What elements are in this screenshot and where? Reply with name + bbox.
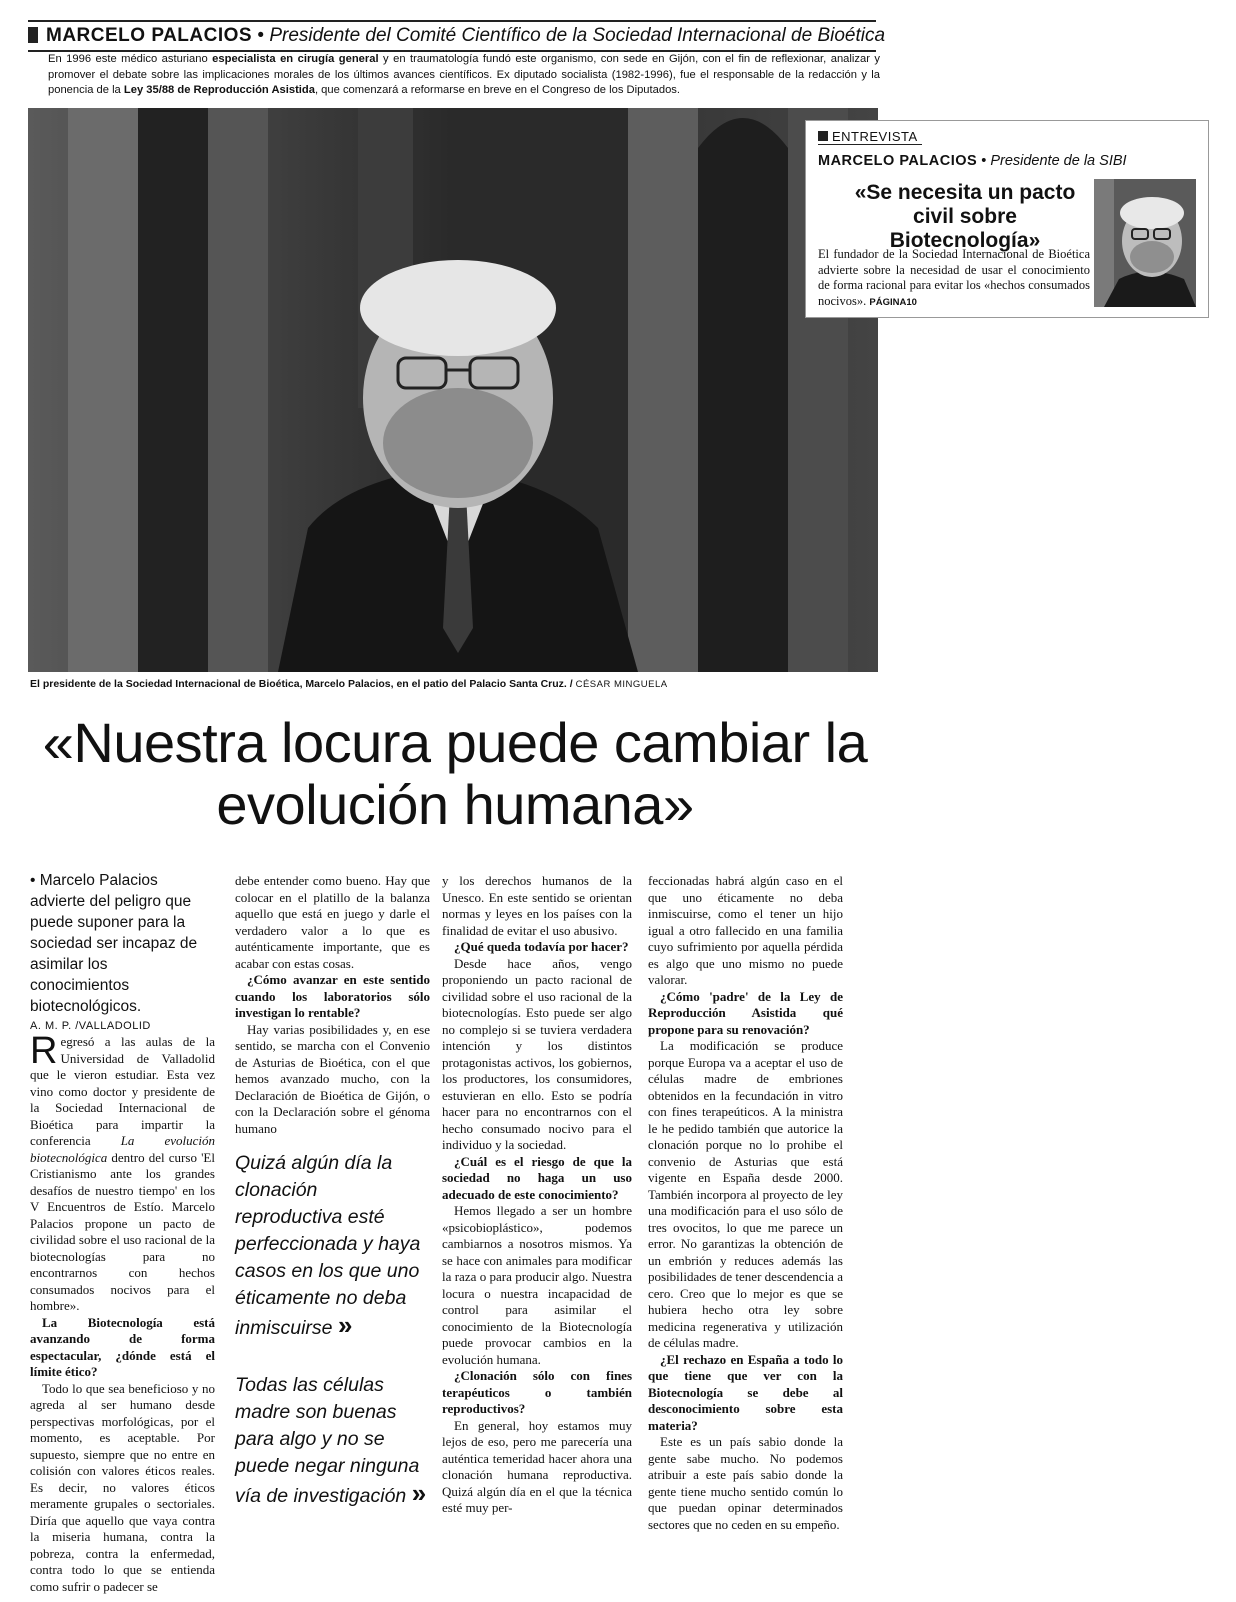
teaser-role: Presidente de la SIBI [990,153,1127,169]
teaser-headline: «Se necesita un pacto civil sobre Biotecnología» [854,181,1076,252]
question: La Biotecnología está avanzando de forma espectacular, ¿dónde está el límite ético? [30,1314,215,1379]
thumbnail-portrait-illustration [1094,179,1196,307]
answer: y los derechos humanos de la Unesco. En este sentido se orientan normas y leyes en los países con la finalidad de evitar el uso abusivo. [442,873,632,938]
intro-text-1: En 1996 este médico asturiano [48,53,213,65]
photo-caption [30,678,880,690]
main-photo [28,108,878,672]
intro-bold-2: Ley 35/88 de Reproducción Asistida [123,84,315,96]
portrait-photo-illustration [28,108,878,672]
answer: En general, hoy estamos muy lejos de eso, pero me parecería una auténtica temeridad hacer ahora una clonación humana reproductiva. Quizá algún día en el que la técnica esté muy per- [442,1417,632,1515]
conference-title: La evolución biotecnológica [30,1133,216,1165]
front-page-teaser [805,120,1209,318]
article-column-4 [648,873,843,1533]
answer: Todo lo que sea beneficioso y no agreda al ser humano desde perspectivas morfológicas, por el momento, es aceptable. Por supuesto, siempre que no entre en colisión con valores éticos reales. Es decir, no valores éticos meramente grupales o sectoriales. Diría que aquello que vaya contra la miseria humana, contra la pobreza, contra la enfermedad, contra todo lo que se entienda como sufrir o padecer se [30,1380,215,1594]
teaser-name: MARCELO PALACIOS [818,153,978,169]
intro-text-2: y en traumatología fundó este organismo, con sede en Gijón, con el fin de reflexionar, analizar y promover el debate sobre las implicaciones morales de los últimos avances científicos. Ex diputado socialista (1982-1996), fue el responsable de la redacción y la ponencia de la [48,53,880,96]
teaser-blurb-text: El fundador de la Sociedad Internacional de Bioética advierte sobre la necesidad de usar el conocimiento de forma racional para evitar los «hechos consumados nocivos». [818,247,1090,308]
pull-quote-1 [235,1150,430,1342]
photo-credit: CÉSAR MINGUELA [575,679,668,690]
pull-quote-2 [235,1372,430,1510]
paragraph-text: egresó a las aulas de la Universidad de Valladolid que le vieron estudiar. Esta vez vino como doctor y presidente de la Sociedad Internacional de Bioética para impartir la conferencia [30,1034,215,1148]
drop-cap: R [30,1030,58,1072]
answer: Desde hace años, vengo proponiendo un pacto racional de civilidad sobre el uso racional de la biotecnologías. Esto puede ser algo no complejo si se tuviera verdadera intención y los distintos protagonistas activos, los gobiernos, los productores, los consumidores, estuvieran en ello. Esto se podría hacer para no encontrarnos con el hecho consumado nocivo para el individuo y la sociedad. [442,955,632,1152]
article-column-3 [442,873,632,1517]
answer: debe entender como bueno. Hay que colocar en el platillo de la balanza aquello que está en juego y darle el verdadero valor a lo que es auténticamente importante, que es acabar con estas cosas. [235,873,430,971]
teaser-section [818,129,922,145]
question: ¿Cuál es el riesgo de que la sociedad no haga un uso adecuado de este conocimiento? [442,1153,632,1202]
section-marker-icon [818,131,828,141]
paragraph-text: dentro del curso 'El Cristianismo ante los grandes desafíos de nuestro tiempo' en los V Encuentros de Estío. Marcelo Palacios propone un pacto de civilidad sobre el uso racional de la biotecnologías para no encontrarnos con hechos consumados nocivos para el hombre». [30,1149,215,1313]
header-separator: • [257,25,265,46]
header-role: Presidente del Comité Científico de la Sociedad Internacional de Bioética [269,25,886,46]
section-marker-icon [28,27,38,43]
question: ¿Qué queda todavía por hacer? [454,939,629,954]
question: ¿Clonación sólo con fines terapéuticos o también reproductivos? [442,1368,632,1416]
article-column-2 [235,873,430,1137]
answer: La modificación se produce porque Europa va a aceptar el uso de células madre de embriones obtenidos en la fecundación in vitro con fines terapeúticos. A la ministra le he pedido también que autorice la clonación porque no lo prohibe el convenio de Asturias que está vigente en España desde 2000. También incorpora al proyecto de ley una modificación para el uso sólo de tres ovocitos, lo que me parece un error. No garantizas la obtención de un embrión y reduces además las posibilidades de tener descendencia a cero. Creo que lo mejor es que se hubiera hecho otra ley sobre medicina regenerativa y utilización de células madre. [648,1038,843,1350]
question: ¿Cómo 'padre' de la Ley de Reproducción Asistida qué propone para su renovación? [648,988,843,1037]
pull-quote-text: Quizá algún día la clonación reproductiva esté perfeccionada y haya casos en los que uno éticamente no deba inmiscuirse [235,1152,421,1339]
teaser-thumbnail [1094,179,1196,307]
answer: Hay varias posibilidades y, en ese sentido, se marcha con el Convenio de Asturias de Bioética, con el que hemos avanzado mucho, con la Declaración de Bioética de Gijón, o con la Declaración sobre el génoma humano [235,1021,430,1136]
teaser-section-label: ENTREVISTA [832,129,918,144]
answer: Este es un país sabio donde la gente sabe mucho. No podemos atribuir a este país sabio donde la gente tiene mucho sentido común lo que puedan opinar determinados sectores que no ceden en su empeño. [648,1434,843,1532]
caption-text: El presidente de la Sociedad Internacional de Bioética, Marcelo Palacios, en el patio del Palacio Santa Cruz. / [30,678,576,690]
article-column-1 [30,1030,216,1595]
answer: feccionadas habrá algún caso en el que uno éticamente no deba inmiscuirse, como el tener un hijo igual a otro fallecido en una familia cuyo sufrimiento por aquella pérdida es algo que uno mismo no puede valorar. [648,873,843,987]
intro-bold-1: especialista en cirugía general [212,53,379,65]
intro-paragraph [48,52,880,99]
pull-quote-text: Todas las células madre son buenas para algo y no se puede negar ninguna vía de investigación [235,1374,420,1507]
header-name: MARCELO PALACIOS [46,25,253,46]
close-quote-icon: » [411,1478,427,1508]
article-byline: A. M. P. /VALLADOLID [30,1020,151,1032]
article-headline: «Nuestra locura puede cambiar la evolución humana» [42,711,868,836]
close-quote-icon: » [337,1310,353,1340]
paragraph [30,1030,216,1315]
section-header [28,20,886,52]
answer: Hemos llegado a ser un hombre «psicobioplástico», podemos cambiarnos a nosotros mismos. Ya se hace con animales para modificar la raza o para producir algo. Nuestra locura o nuestra incapacidad de control para asimilar el conocimiento de la Biotecnología puede provocar cambios en la evolución humana. [442,1203,632,1367]
teaser-byline [818,153,1127,169]
question: ¿El rechazo en España a todo lo que tiene que ver con la Biotecnología se debe al desconocimiento sobre esta materia? [648,1351,843,1433]
teaser-separator: • [981,153,987,169]
intro-text-3: , que comenzará a reformarse en breve en el Congreso de los Diputados. [314,84,681,96]
teaser-page-link[interactable]: PÁGINA10 [869,296,917,308]
article-lede: • Marcelo Palacios advierte del peligro que puede suponer para la sociedad ser incapaz de asimilar los conocimientos biotecnológicos. [30,872,198,1015]
question: ¿Cómo avanzar en este sentido cuando los laboratorios sólo investigan lo rentable? [235,972,430,1020]
teaser-blurb [818,247,1090,310]
